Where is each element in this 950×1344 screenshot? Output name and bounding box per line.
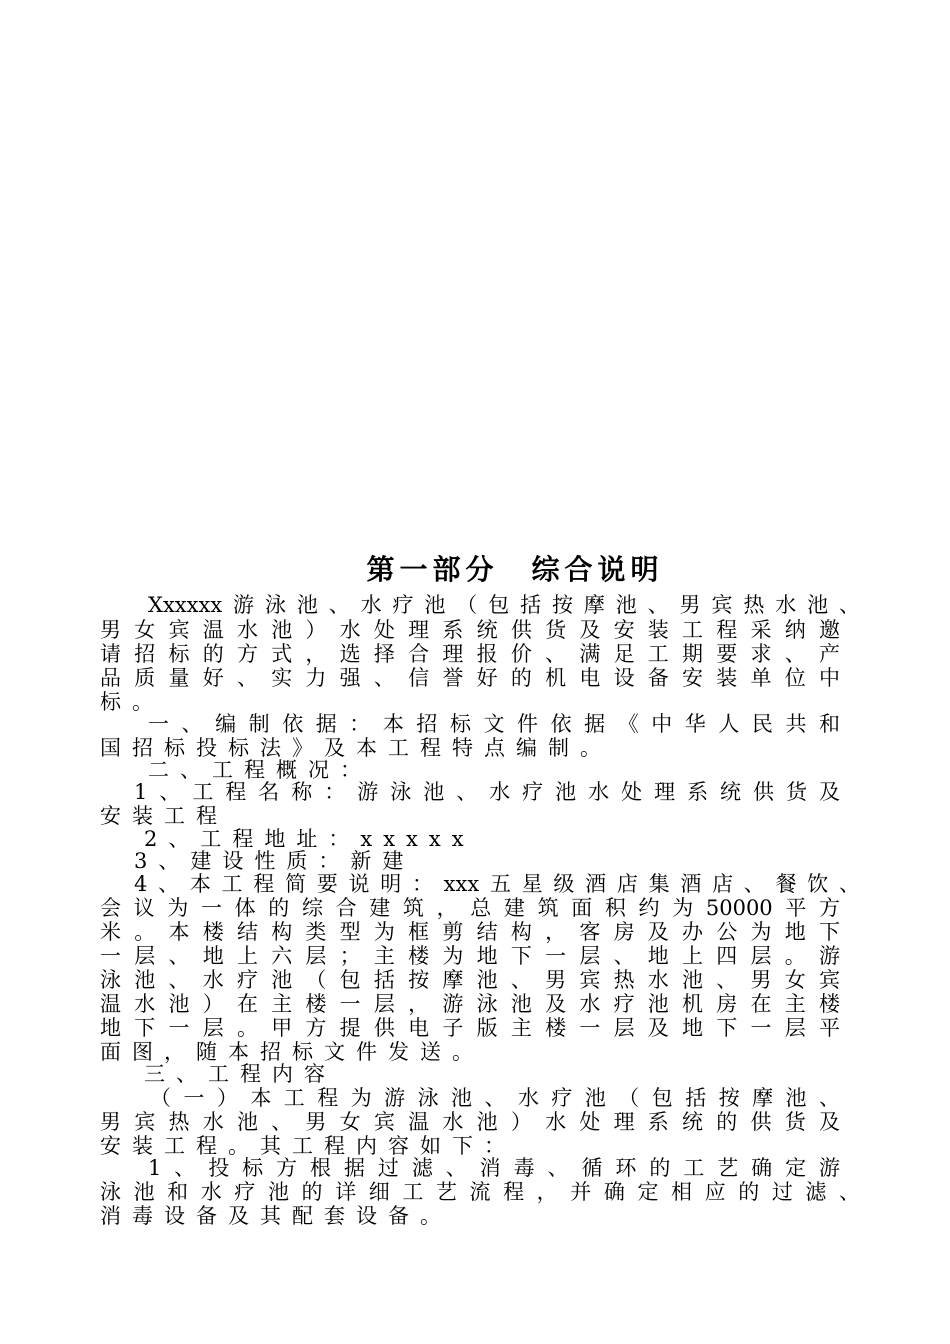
text-line: 标。 (100, 690, 164, 714)
text-line: 泳池和水疗池的详细工艺流程，并确定相应的过滤、 (100, 1180, 860, 1204)
text-line: 3、建设性质：新建 (134, 849, 415, 873)
text-line: 品质量好、实力强、信誉好的机电设备安装单位中 (100, 666, 840, 690)
text-line: 面图，随本招标文件发送。 (100, 1040, 484, 1064)
page-title: 第一部分 综合说明 (366, 553, 664, 586)
text-line: 消毒设备及其配套设备。 (100, 1204, 452, 1228)
text-line: 一、编制依据：本招标文件依据《中华人民共和 (148, 712, 840, 736)
text-line: 二、工程概况： (148, 758, 372, 782)
text-line: 温水池）在主楼一层，游泳池及水疗池机房在主楼 (100, 992, 840, 1016)
text-line: 泳池、水疗池（包括按摩池、男宾热水池、男女宾 (100, 968, 840, 992)
text-line: （一）本工程为游泳池、水疗池（包括按摩池、 (150, 1086, 840, 1110)
text-line: 地下一层。甲方提供电子版主楼一层及地下一层平 (100, 1016, 840, 1040)
text-line: 会议为一体的综合建筑，总建筑面积约为50000平方 (100, 896, 840, 920)
text-line: Xxxxxx游泳池、水疗池（包括按摩池、男宾热水池、 (148, 593, 860, 617)
text-line: 安装工程 (100, 804, 228, 828)
text-line: 三、工程内容 (144, 1062, 336, 1086)
text-line: 国招标投标法》及本工程特点编制。 (100, 736, 612, 760)
text-line: 2、工程地址：xxxxx (144, 827, 475, 851)
text-line: 米。本楼结构类型为框剪结构，客房及办公为地下 (100, 920, 840, 944)
text-line: 4、本工程简要说明：xxx五星级酒店集酒店、餐饮、 (134, 872, 860, 896)
text-line: 一层、地上六层；主楼为地下一层、地上四层。游 (100, 944, 840, 968)
text-line: 男宾热水池、男女宾温水池）水处理系统的供货及 (100, 1110, 840, 1134)
text-line: 1、投标方根据过滤、消毒、循环的工艺确定游 (148, 1156, 840, 1180)
text-line: 请招标的方式，选择合理报价、满足工期要求、产 (100, 642, 840, 666)
text-line: 1、工程名称：游泳池、水疗池水处理系统供货及 (134, 780, 840, 804)
text-line: 安装工程。其工程内容如下： (100, 1134, 516, 1158)
text-line: 男女宾温水池）水处理系统供货及安装工程采纳邀 (100, 618, 840, 642)
